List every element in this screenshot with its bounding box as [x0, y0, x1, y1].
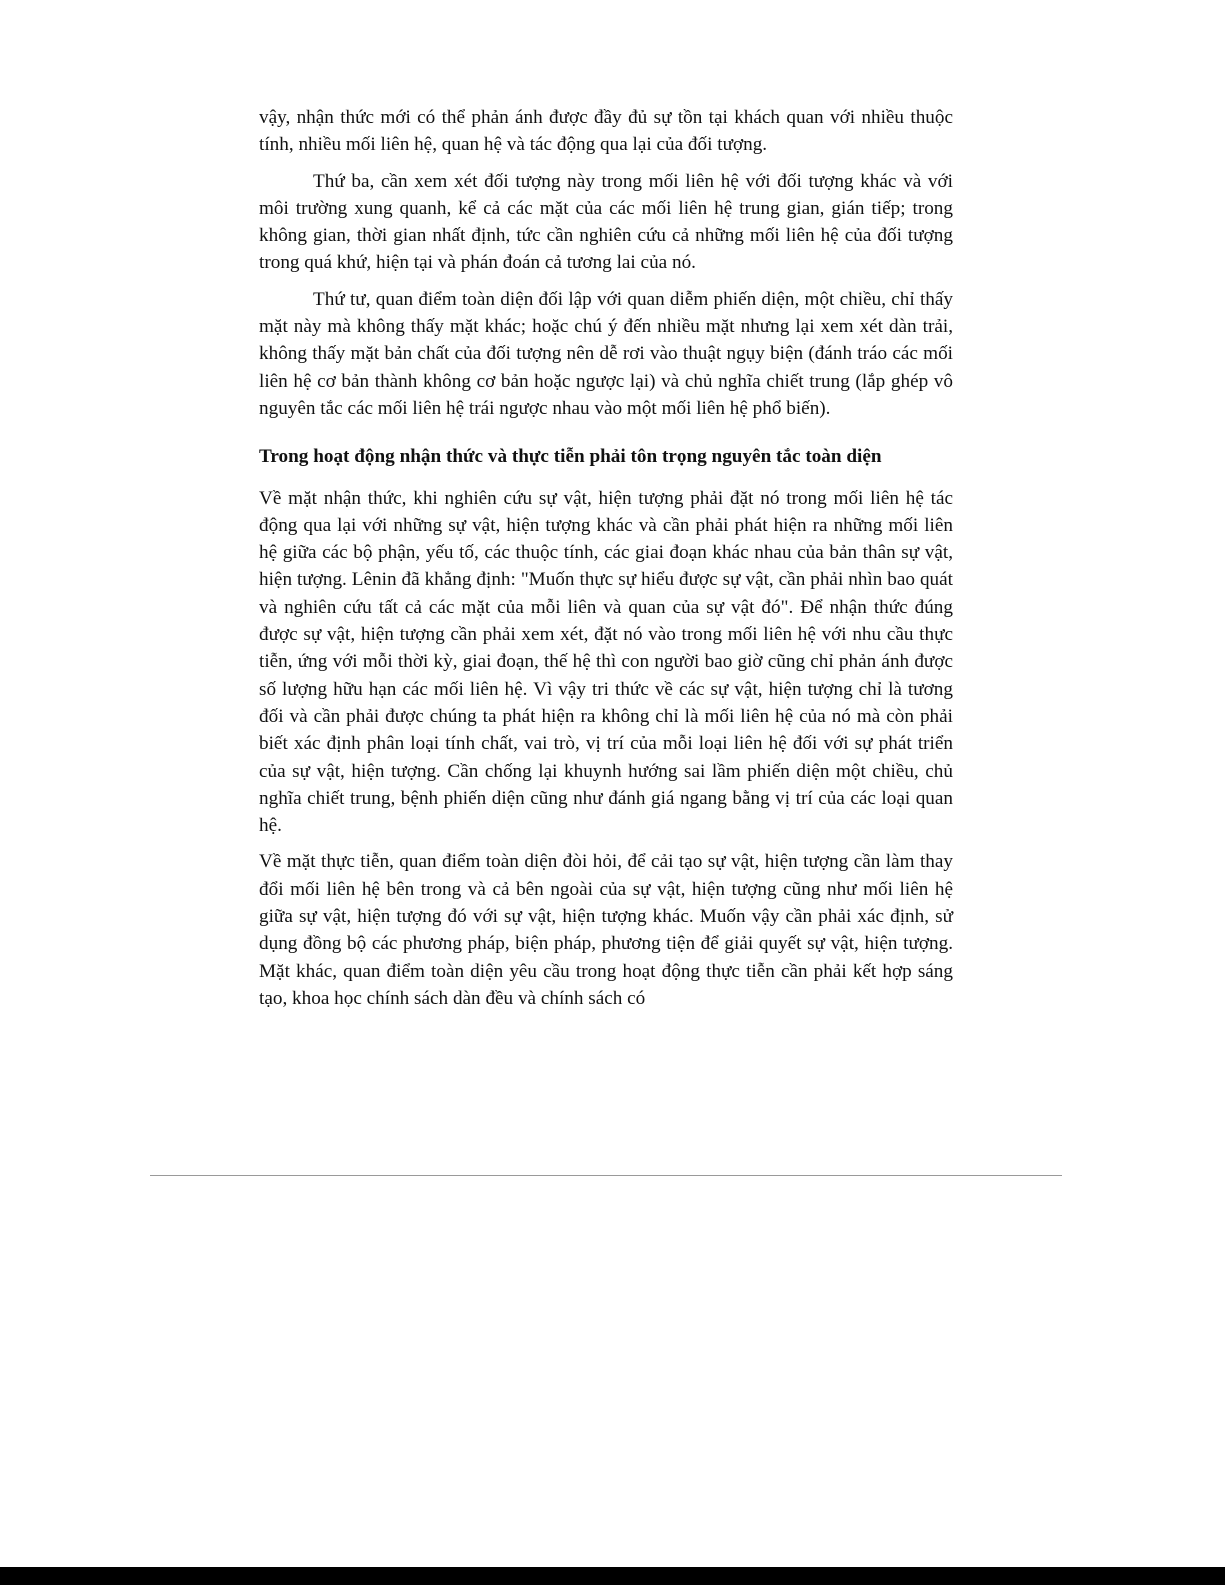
paragraph-1: vậy, nhận thức mới có thể phản ánh được đầy đủ sự tồn tại khách quan với nhiều thuộc tính, nhiều mối liên hệ, quan hệ và tác động qua lại của đối tượng. — [259, 107, 953, 156]
bottom-edge-bar — [0, 1567, 1225, 1585]
page-divider — [150, 1175, 1062, 1176]
paragraph-2: Thứ ba, cần xem xét đối tượng này trong mối liên hệ với đối tượng khác và với môi trường xung quanh, kể cả các mặt của các mối liên hệ trung gian, gián tiếp; trong không gian, thời gian nhất định, tức cần nghiên cứu cả những mối liên hệ của đối tượng trong quá khứ, hiện tại và phán đoán cả tương lai của nó. — [259, 170, 953, 274]
page-content — [259, 104, 953, 1021]
section-heading: Trong hoạt động nhận thức và thực tiễn phải tôn trọng nguyên tắc toàn diện — [259, 446, 882, 468]
paragraph-5: Về mặt thực tiễn, quan điểm toàn diện đòi hỏi, để cải tạo sự vật, hiện tượng cần làm thay đổi mối liên hệ bên trong và cả bên ngoài của sự vật, hiện tượng cũng như mối liên hệ giữa sự vật, hiện tượng đó với sự vật, hiện tượng khác. Muốn vậy cần phải xác định, sử dụng đồng bộ các phương pháp, biện pháp, phương tiện để giải quyết sự vật, hiện tượng. Mặt khác, quan điểm toàn diện yêu cầu trong hoạt động thực tiễn cần phải kết hợp sáng tạo, khoa học chính sách dàn đều và chính sách có — [259, 851, 953, 1009]
paragraph-3: Thứ tư, quan điểm toàn diện đối lập với quan diễm phiến diện, một chiều, chỉ thấy mặt này mà không thấy mặt khác; hoặc chú ý đến nhiều mặt nhưng lại xem xét dàn trải, không thấy mặt bản chất của đối tượng nên dễ rơi vào thuật ngụy biện (đánh tráo các mối liên hệ cơ bản thành không cơ bản hoặc ngược lại) và chủ nghĩa chiết trung (lắp ghép vô nguyên tắc các mối liên hệ trái ngược nhau vào một mối liên hệ phổ biến). — [259, 288, 953, 419]
paragraph-4: Về mặt nhận thức, khi nghiên cứu sự vật, hiện tượng phải đặt nó trong mối liên hệ tác động qua lại với những sự vật, hiện tượng khác và cần phải phát hiện ra những mối liên hệ giữa các bộ phận, yếu tố, các thuộc tính, các giai đoạn khác nhau của bản thân sự vật, hiện tượng. Lênin đã khẳng định: "Muốn thực sự hiểu được sự vật, cần phải nhìn bao quát và nghiên cứu tất cả các mặt của mỗi liên và quan của sự vật đó". Để nhận thức đúng được sự vật, hiện tượng cần phải xem xét, đặt nó vào trong mối liên hệ với nhu cầu thực tiễn, ứng với mỗi thời kỳ, giai đoạn, thế hệ thì con người bao giờ cũng chỉ phản ánh được số lượng hữu hạn các mối liên hệ. Vì vậy tri thức về các sự vật, hiện tượng chỉ là tương đối và cần phải được chúng ta phát hiện ra không chỉ là mối liên hệ của nó mà còn phải biết xác định phân loại tính chất, vai trò, vị trí của mỗi loại liên hệ đối với sự phát triển của sự vật, hiện tượng. Cần chống lại khuynh hướng sai lầm phiến diện một chiều, chủ nghĩa chiết trung, bệnh phiến diện cũng như đánh giá ngang bằng vị trí của các loại quan hệ. — [259, 487, 953, 837]
